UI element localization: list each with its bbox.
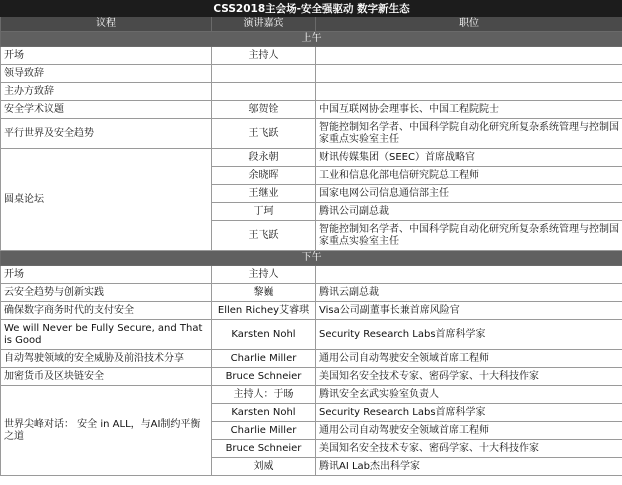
position-cell: 中国互联网协会理事长、中国工程院院士	[316, 101, 622, 119]
agenda-cell: 平行世界及安全趋势	[1, 119, 212, 149]
table-row	[1, 119, 622, 149]
agenda-cell: 确保数字商务时代的支付安全	[1, 302, 212, 320]
position-cell	[316, 47, 622, 65]
speaker-cell: Charlie Miller	[212, 422, 316, 440]
table-row	[1, 47, 622, 65]
table-title: CSS2018主会场-安全强驱动 数字新生态	[1, 1, 622, 17]
speaker-cell: 主持人	[212, 266, 316, 284]
speaker-cell: 余晓晖	[212, 167, 316, 185]
position-cell: 财讯传媒集团（SEEC）首席战略官	[316, 149, 622, 167]
section-afternoon: 下午	[1, 251, 622, 266]
position-cell: 美国知名安全技术专家、密码学家、十大科技作家	[316, 440, 622, 458]
agenda-cell-summit: 世界尖峰对话： 安全 in ALL，与AI制约平衡之道	[1, 386, 212, 476]
position-cell: 工业和信息化部电信研究院总工程师	[316, 167, 622, 185]
position-cell: 美国知名安全技术专家、密码学家、十大科技作家	[316, 368, 622, 386]
position-cell: 智能控制知名学者、中国科学院自动化研究所复杂系统管理与控制国家重点实验室主任	[316, 119, 622, 149]
header-speaker: 演讲嘉宾	[212, 17, 316, 32]
section-morning: 上午	[1, 32, 622, 47]
speaker-cell: 邬贺铨	[212, 101, 316, 119]
agenda-cell-roundtable: 圆桌论坛	[1, 149, 212, 251]
header-agenda: 议程	[1, 17, 212, 32]
table-row	[1, 350, 622, 368]
agenda-cell: 安全学术议题	[1, 101, 212, 119]
agenda-cell: 领导致辞	[1, 65, 212, 83]
speaker-cell: 刘威	[212, 458, 316, 476]
table-row	[1, 302, 622, 320]
position-cell: Security Research Labs首席科学家	[316, 404, 622, 422]
position-cell: Visa公司副董事长兼首席风险官	[316, 302, 622, 320]
position-cell: 智能控制知名学者、中国科学院自动化研究所复杂系统管理与控制国家重点实验室主任	[316, 221, 622, 251]
table-row	[1, 83, 622, 101]
agenda-cell: 云安全趋势与创新实践	[1, 284, 212, 302]
table-row	[1, 320, 622, 350]
speaker-cell: 王飞跃	[212, 221, 316, 251]
speaker-cell: 黎巍	[212, 284, 316, 302]
speaker-cell: Charlie Miller	[212, 350, 316, 368]
table-row	[1, 266, 622, 284]
speaker-cell: 段永朝	[212, 149, 316, 167]
speaker-cell: 王继业	[212, 185, 316, 203]
table-row	[1, 368, 622, 386]
agenda-cell: 加密货币及区块链安全	[1, 368, 212, 386]
agenda-cell: 开场	[1, 47, 212, 65]
agenda-cell: We will Never be Fully Secure, and That is Good	[1, 320, 212, 350]
position-cell: 国家电网公司信息通信部主任	[316, 185, 622, 203]
agenda-cell: 开场	[1, 266, 212, 284]
speaker-cell: 丁珂	[212, 203, 316, 221]
table-row	[1, 101, 622, 119]
speaker-cell: 主持人：于旸	[212, 386, 316, 404]
table-row	[1, 386, 622, 404]
speaker-cell: 主持人	[212, 47, 316, 65]
position-cell: 腾讯AI Lab杰出科学家	[316, 458, 622, 476]
position-cell: 通用公司自动驾驶安全领域首席工程师	[316, 350, 622, 368]
speaker-cell: Ellen Richey艾睿琪	[212, 302, 316, 320]
position-cell: 腾讯公司副总裁	[316, 203, 622, 221]
speaker-cell: 王飞跃	[212, 119, 316, 149]
table-row	[1, 284, 622, 302]
position-cell: 通用公司自动驾驶安全领域首席工程师	[316, 422, 622, 440]
agenda-cell: 自动驾驶领域的安全威胁及前沿技术分享	[1, 350, 212, 368]
speaker-cell: Bruce Schneier	[212, 368, 316, 386]
position-cell	[316, 266, 622, 284]
speaker-cell	[212, 83, 316, 101]
position-cell: 腾讯云副总裁	[316, 284, 622, 302]
table-row	[1, 149, 622, 167]
speaker-cell	[212, 65, 316, 83]
position-cell	[316, 83, 622, 101]
speaker-cell: Karsten Nohl	[212, 404, 316, 422]
speaker-cell: Bruce Schneier	[212, 440, 316, 458]
position-cell	[316, 65, 622, 83]
agenda-cell: 主办方致辞	[1, 83, 212, 101]
speaker-cell: Karsten Nohl	[212, 320, 316, 350]
position-cell: 腾讯安全玄武实验室负责人	[316, 386, 622, 404]
header-position: 职位	[316, 17, 622, 32]
position-cell: Security Research Labs首席科学家	[316, 320, 622, 350]
table-row	[1, 65, 622, 83]
